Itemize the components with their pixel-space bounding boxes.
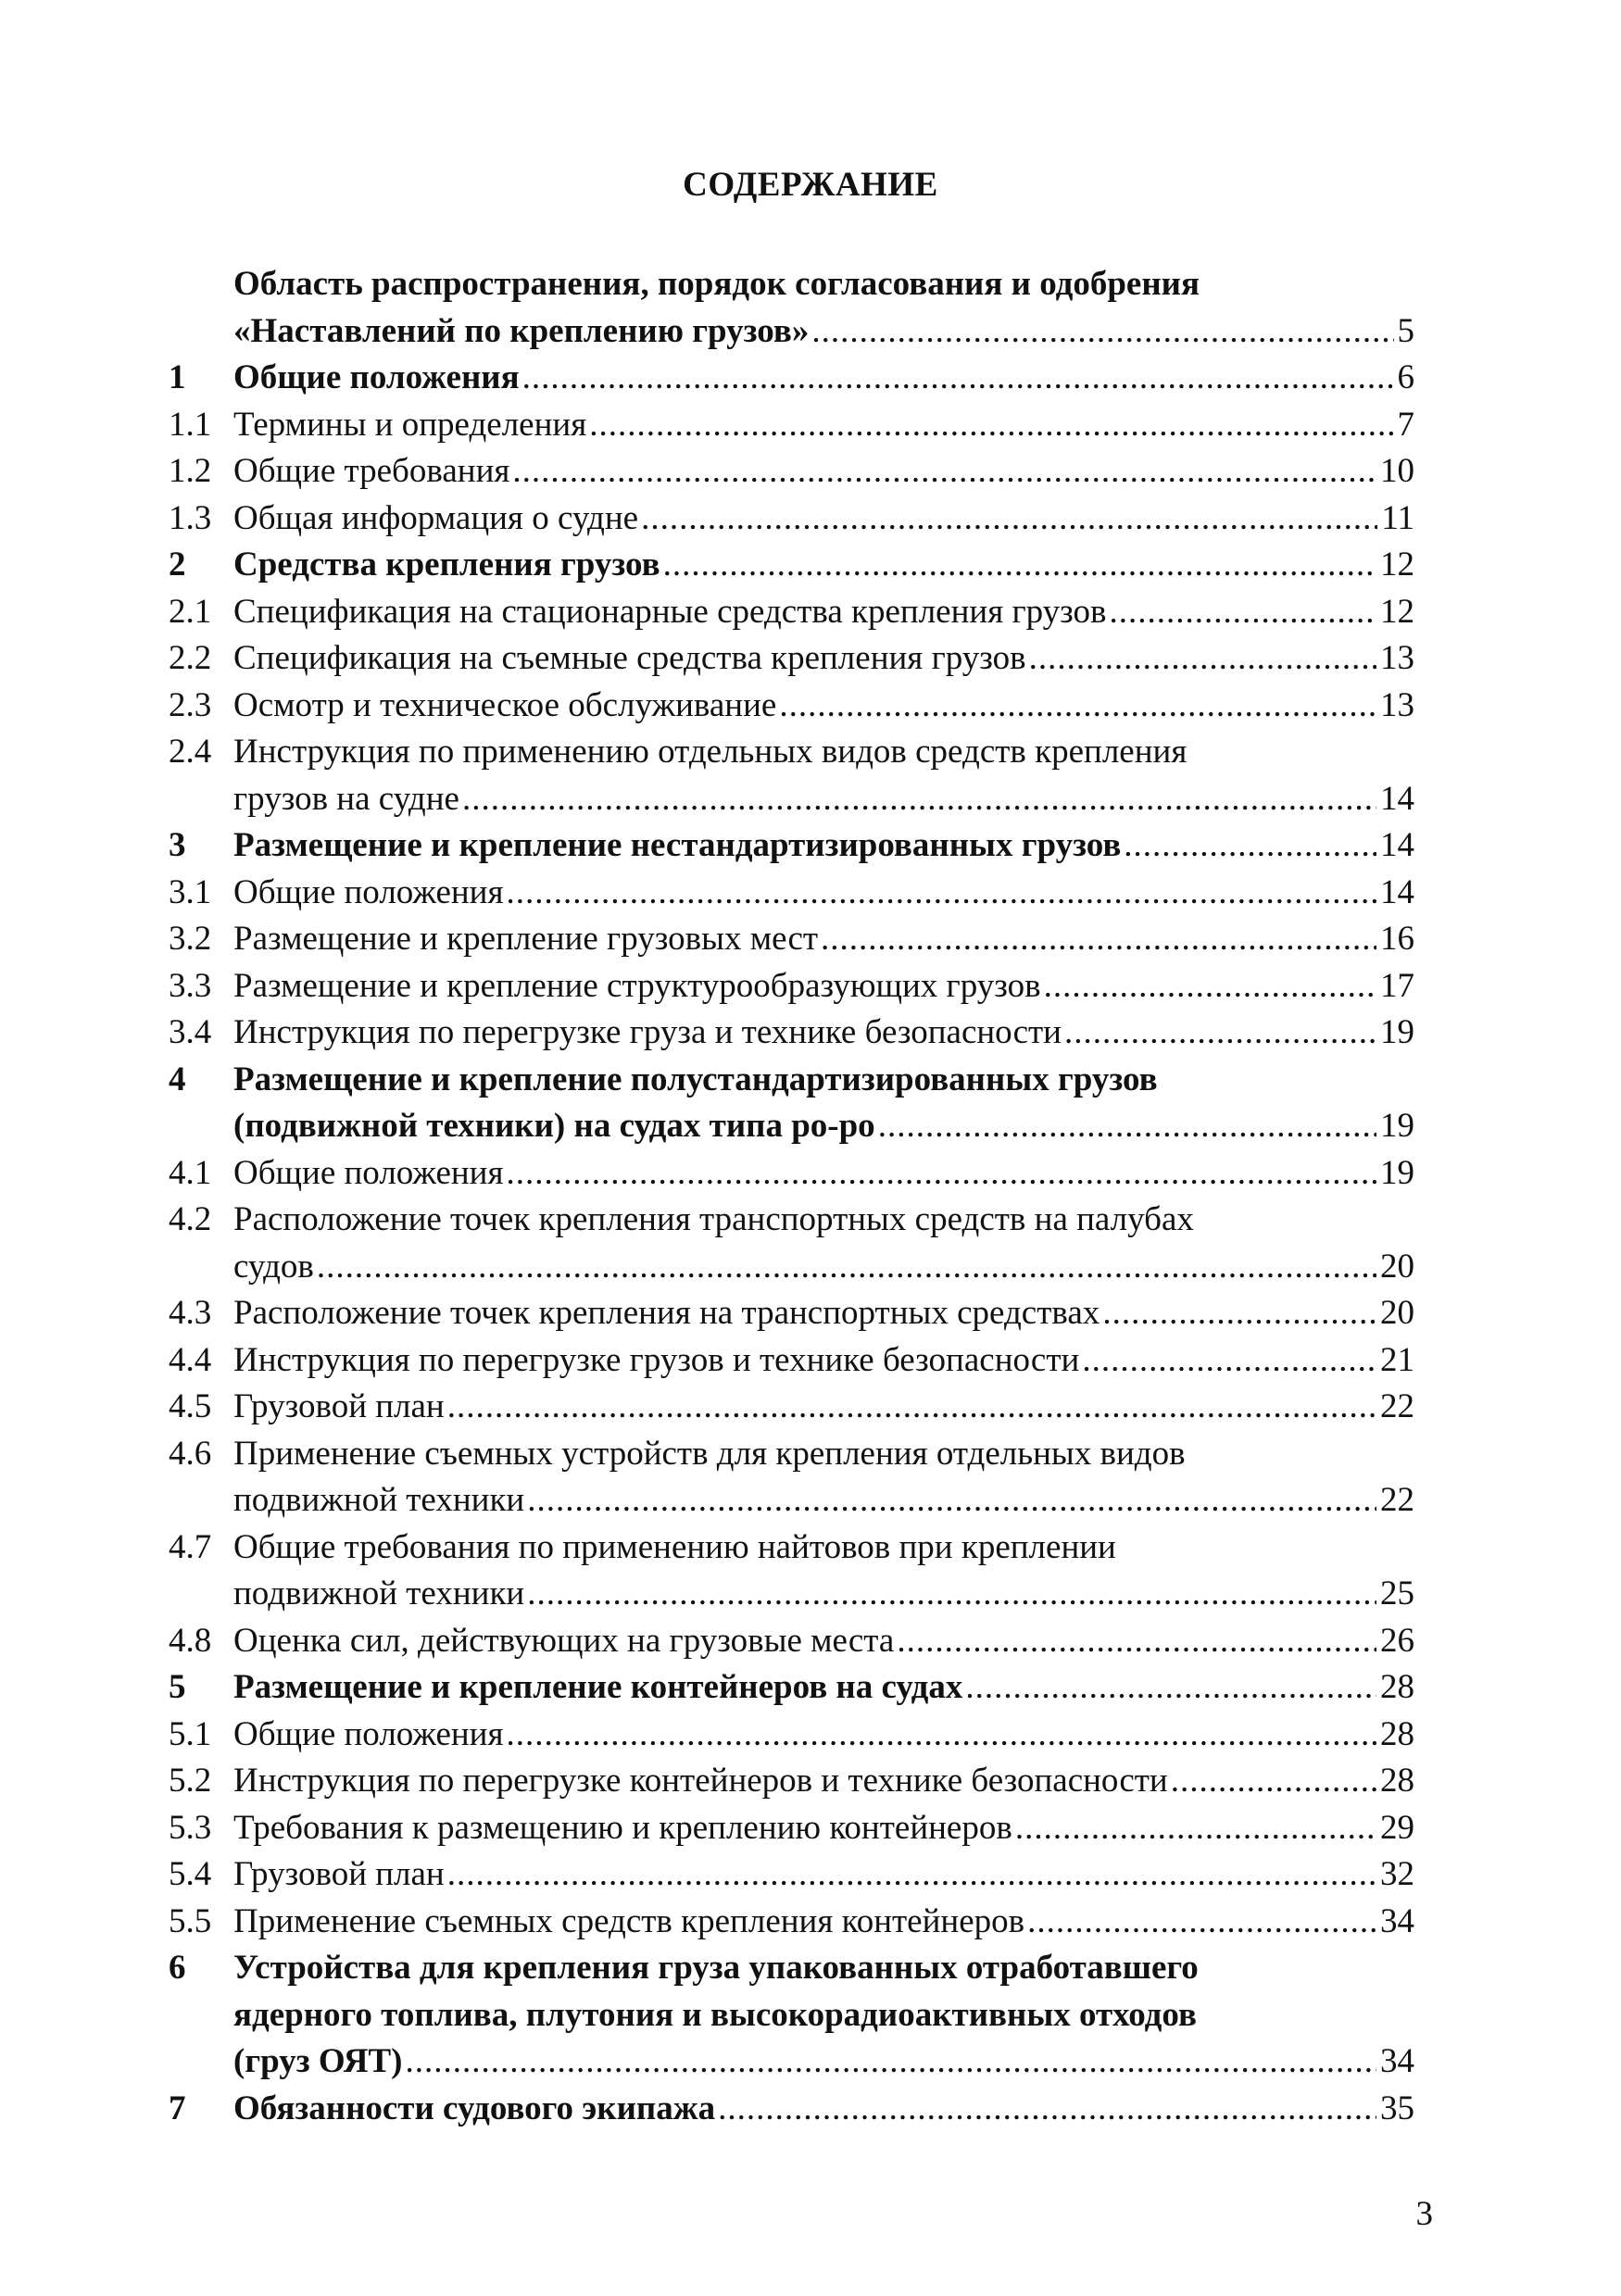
toc-entry-number: 2.4 (169, 733, 212, 771)
toc-entry-number: 2.1 (169, 592, 212, 631)
toc-entry[interactable] (169, 729, 1414, 822)
toc-entry-title: Размещение и крепление полустандартизированных грузов (233, 1060, 1158, 1098)
toc-entry-number: 5.2 (169, 1762, 212, 1800)
toc-entry[interactable] (169, 1945, 1414, 2086)
toc-entry-number: 4.8 (169, 1621, 212, 1660)
toc-entry-number: 4.7 (169, 1527, 212, 1566)
toc-entry[interactable] (169, 1618, 1414, 1665)
toc-entry-number: 6 (169, 1949, 186, 1987)
toc-entry-page: 35 (1380, 2089, 1414, 2127)
toc-entry[interactable] (169, 1664, 1414, 1712)
dot-leader (527, 1477, 1376, 1524)
toc-entry[interactable] (169, 1712, 1414, 1759)
toc-entry-title: Общие положения (233, 872, 504, 911)
toc-entry-number: 5.1 (169, 1714, 212, 1753)
toc-entry[interactable] (169, 1384, 1414, 1431)
toc-entry[interactable] (169, 1899, 1414, 1946)
toc-entry-page: 22 (1380, 1481, 1414, 1519)
toc-entry-number: 1.3 (169, 498, 212, 537)
dot-leader (641, 496, 1377, 543)
toc-entry-title: Область распространения, порядок согласования и одобрения (233, 265, 1200, 303)
toc-entry-number: 5.5 (169, 1901, 212, 1940)
toc-entry-title: Термины и определения (233, 405, 587, 444)
dot-leader (897, 1618, 1376, 1665)
toc-entry-number: 5.4 (169, 1855, 212, 1893)
toc-entry[interactable] (169, 1851, 1414, 1899)
toc-entry[interactable] (169, 1057, 1414, 1150)
toc-entry[interactable] (169, 589, 1414, 636)
toc-entry-page: 13 (1380, 685, 1414, 724)
toc-entry-number: 4.5 (169, 1387, 212, 1425)
toc-entry-page: 5 (1397, 311, 1414, 350)
dot-leader (512, 448, 1376, 496)
toc-entry-page: 28 (1380, 1714, 1414, 1753)
dot-leader (506, 870, 1376, 917)
toc-entry[interactable] (169, 1290, 1414, 1337)
toc-entry-number: 3.3 (169, 966, 212, 1005)
toc-entry-number: 3.1 (169, 872, 212, 911)
toc-entry[interactable] (169, 1524, 1414, 1618)
toc-entry-number: 2 (169, 546, 186, 583)
dot-leader (1027, 1899, 1376, 1946)
toc-entry-number: 7 (169, 2089, 186, 2127)
toc-entry[interactable] (169, 355, 1414, 402)
dot-leader (1044, 963, 1376, 1010)
dot-leader (522, 355, 1394, 402)
toc-entry[interactable] (169, 1010, 1414, 1057)
toc-entry-page: 32 (1380, 1855, 1414, 1893)
toc-entry-number: 4.4 (169, 1340, 212, 1379)
toc-entry-page: 28 (1380, 1762, 1414, 1800)
toc-entry[interactable] (169, 822, 1414, 870)
toc-entry-title: Спецификация на съемные средства крепления грузов (233, 639, 1026, 677)
dot-leader (663, 542, 1376, 589)
toc-entry-title: Общие требования по применению найтовов при креплении (233, 1527, 1116, 1566)
toc-entry-title: Размещение и крепление структурообразующих грузов (233, 966, 1041, 1005)
toc-entry-title: подвижной техники (233, 1481, 525, 1519)
dot-leader (447, 1384, 1376, 1431)
toc-entry-page: 6 (1397, 358, 1414, 396)
dot-leader (462, 776, 1376, 823)
toc-entry-number: 4.2 (169, 1200, 212, 1238)
toc-entry[interactable] (169, 496, 1414, 543)
toc-entry-number: 4.1 (169, 1153, 212, 1192)
dot-leader (406, 2039, 1377, 2086)
toc-entry-page: 14 (1380, 779, 1414, 818)
toc-entry[interactable] (169, 1337, 1414, 1385)
dot-leader (1171, 1758, 1376, 1805)
toc-entry-title: Средства крепления грузов (233, 546, 660, 583)
toc-entry[interactable] (169, 1197, 1414, 1290)
toc-entry[interactable] (169, 1150, 1414, 1198)
toc-entry-page: 20 (1380, 1294, 1414, 1332)
toc-entry-page: 11 (1381, 498, 1414, 537)
toc-entry-title: Осмотр и техническое обслуживание (233, 685, 777, 724)
toc-entry-title: «Наставлений по креплению грузов» (233, 311, 810, 350)
toc-entry-title: Общие положения (233, 1153, 504, 1192)
toc-entry-title: Требования к размещению и креплению контейнеров (233, 1808, 1012, 1847)
dot-leader (1124, 822, 1376, 870)
toc-entry[interactable] (169, 542, 1414, 589)
toc-entry[interactable] (169, 683, 1414, 730)
dot-leader (811, 308, 1393, 356)
toc-entry[interactable] (169, 870, 1414, 917)
toc-entry-page: 28 (1380, 1668, 1414, 1706)
toc-entry-title: судов (233, 1247, 314, 1286)
toc-entry-number: 1.1 (169, 405, 212, 444)
toc-entry-page: 26 (1380, 1621, 1414, 1660)
toc-entry-number: 4.3 (169, 1294, 212, 1332)
toc-entry[interactable] (169, 635, 1414, 683)
toc-entry-page: 14 (1380, 872, 1414, 911)
dot-leader (317, 1244, 1376, 1291)
dot-leader (1102, 1290, 1376, 1337)
toc-entry-title: Инструкция по применению отдельных видов средств крепления (233, 733, 1187, 771)
toc-entry-number: 3 (169, 826, 186, 864)
toc-entry-title: Общие требования (233, 452, 510, 490)
toc-entry-page: 12 (1380, 546, 1414, 583)
toc-entry-title: (груз ОЯТ) (233, 2042, 403, 2080)
dot-leader (1082, 1337, 1376, 1385)
toc-entry-title: Расположение точек крепления транспортных средств на палубах (233, 1200, 1194, 1238)
toc-entry[interactable] (169, 1805, 1414, 1852)
toc-entry-title: (подвижной техники) на судах типа ро-ро (233, 1107, 875, 1145)
toc-entry-page: 17 (1380, 966, 1414, 1005)
dot-leader (506, 1712, 1376, 1759)
dot-leader (965, 1664, 1376, 1712)
toc-entry-number: 1 (169, 358, 186, 396)
toc-entry-title: подвижной техники (233, 1575, 525, 1612)
toc-entry-number: 5 (169, 1668, 186, 1706)
toc-entry-page: 14 (1380, 826, 1414, 864)
toc-entry-title: ядерного топлива, плутония и высокорадиоактивных отходов (233, 1995, 1197, 2034)
dot-leader (1064, 1010, 1376, 1057)
toc-entry-page: 19 (1380, 1153, 1414, 1192)
dot-leader (506, 1150, 1376, 1198)
toc-entry-page: 7 (1397, 405, 1414, 444)
toc-entry-title: Устройства для крепления груза упакованных отработавшего (233, 1949, 1199, 1987)
dot-leader (718, 2086, 1376, 2133)
toc-entry-number: 4 (169, 1060, 186, 1098)
toc-entry-title: Инструкция по перегрузке груза и технике безопасности (233, 1013, 1062, 1051)
toc-entry[interactable] (169, 448, 1414, 496)
toc-entry[interactable] (169, 2086, 1414, 2133)
toc-entry-number: 2.2 (169, 639, 212, 677)
toc-entry-title: Обязанности судового экипажа (233, 2089, 716, 2127)
toc-entry-title: Применение съемных устройств для крепления отдельных видов (233, 1434, 1186, 1473)
toc-entry-page: 10 (1380, 452, 1414, 490)
dot-leader (1110, 589, 1376, 636)
toc-entry-page: 13 (1380, 639, 1414, 677)
toc-entry-title: Спецификация на стационарные средства крепления грузов (233, 592, 1107, 631)
dot-leader (527, 1571, 1376, 1618)
toc-entry-page: 34 (1380, 2042, 1414, 2080)
toc-entry-page: 16 (1380, 920, 1414, 958)
toc-entry-title: Применение съемных средств крепления контейнеров (233, 1901, 1025, 1940)
toc-entry-title: Грузовой план (233, 1387, 445, 1425)
toc-entry-page: 34 (1380, 1901, 1414, 1940)
dot-leader (589, 402, 1393, 449)
toc-entry-page: 21 (1380, 1340, 1414, 1379)
dot-leader (821, 916, 1376, 963)
page-title: СОДЕРЖАНИЕ (683, 166, 938, 204)
toc-entry[interactable] (169, 1758, 1414, 1805)
toc-entry-title: Общая информация о судне (233, 498, 639, 537)
toc-entry-title: Размещение и крепление контейнеров на судах (233, 1668, 963, 1706)
toc-entry-page: 29 (1380, 1808, 1414, 1847)
toc-entry-title: Инструкция по перегрузке грузов и технике безопасности (233, 1340, 1080, 1379)
toc-entry-title: Оценка сил, действующих на грузовые места (233, 1621, 895, 1660)
toc-entry-number: 2.3 (169, 685, 212, 724)
toc-entry-page: 19 (1380, 1107, 1414, 1145)
toc-entry-number: 3.4 (169, 1013, 212, 1051)
dot-leader (1015, 1805, 1376, 1852)
dot-leader (779, 683, 1376, 730)
toc-entry-page: 20 (1380, 1247, 1414, 1286)
dot-leader (447, 1851, 1376, 1899)
toc-entry-page: 25 (1380, 1575, 1414, 1612)
toc-entry-title: Размещение и крепление нестандартизированных грузов (233, 826, 1122, 864)
dot-leader (1029, 635, 1376, 683)
toc-entry-page: 19 (1380, 1013, 1414, 1051)
toc-entry[interactable] (169, 916, 1414, 963)
toc-entry-title: грузов на судне (233, 779, 459, 818)
toc-entry-page: 22 (1380, 1387, 1414, 1425)
toc-entry[interactable] (169, 261, 1414, 355)
dot-leader (878, 1103, 1376, 1150)
toc-entry[interactable] (169, 402, 1414, 449)
toc-entry-title: Размещение и крепление грузовых мест (233, 920, 819, 958)
toc-entry[interactable] (169, 963, 1414, 1010)
toc-entry-title: Общие положения (233, 358, 520, 396)
toc-entry-number: 4.6 (169, 1434, 212, 1473)
toc-entry-number: 5.3 (169, 1808, 212, 1847)
toc-entry-number: 3.2 (169, 920, 212, 958)
toc-entry-title: Инструкция по перегрузке контейнеров и технике безопасности (233, 1762, 1168, 1800)
toc-entry-title: Расположение точек крепления на транспортных средствах (233, 1294, 1100, 1332)
page-number: 3 (1415, 2195, 1433, 2233)
toc-entry-title: Грузовой план (233, 1855, 445, 1893)
toc-entry[interactable] (169, 1431, 1414, 1524)
toc-entry-page: 12 (1380, 592, 1414, 631)
toc-entry-number: 1.2 (169, 452, 212, 490)
table-of-contents (169, 261, 1414, 2132)
toc-entry-title: Общие положения (233, 1714, 504, 1753)
